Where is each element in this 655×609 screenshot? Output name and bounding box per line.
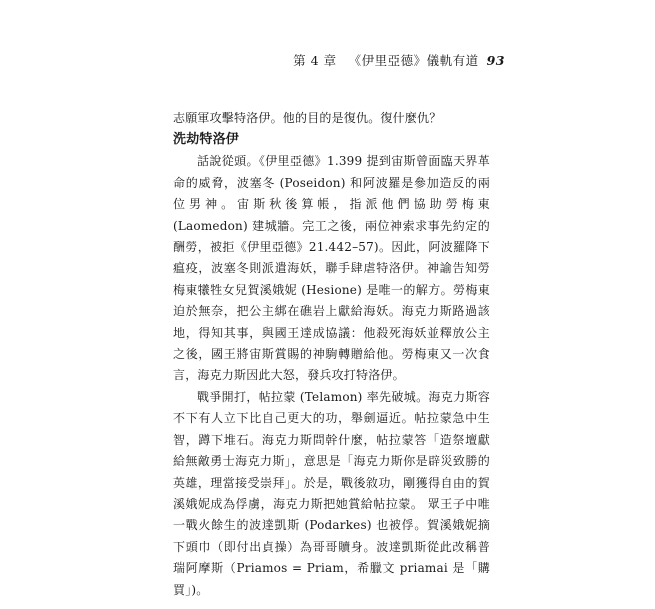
paragraph-2: 戰爭開打，帖拉蒙 (Telamon) 率先破城。海克力斯容不下有人立下比自己更大的功，舉劍逼近。帖拉蒙急中生智，蹲下堆石。海克力斯問幹什麼，帖拉蒙答「造祭壇獻給無敵勇士海克力斯」，意思是「海克力斯你是辟災致勝的英雄，理當接受崇拜」。於是，戰後敘功，剛獲得自由的賀溪娥妮成為俘虜，海克力斯把她賞給帖拉蒙。 眾王子中唯一戰火餘生的波達凱斯 (Podarkes) 也被俘。賀溪娥妮摘下頭巾（即付出貞操）為哥哥贖身。波達凱斯從此改稱普瑞阿摩斯（Priamos = Priam，希臘文 priamai 是「購買」)。 bbox=[173, 389, 490, 597]
chapter-label: 第 4 章 bbox=[293, 53, 337, 68]
running-head bbox=[293, 51, 505, 69]
page-number: 93 bbox=[486, 53, 505, 68]
main-text bbox=[173, 108, 490, 601]
paragraph-1: 話說從頭。《伊里亞德》1.399 提到宙斯曾面臨天界革命的威脅，波塞冬 (Poseidon) 和阿波羅是參加造反的兩位男神。宙斯秋後算帳，指派他們協助勞梅東 (Laomedon) 建城牆。完工之後，兩位神索求事先約定的酬勞，被拒《伊里亞德》21.442–57)。因此，阿波羅降下瘟疫，波塞冬則派遣海妖，聯手肆虐特洛伊。神諭告知勞梅東犧牲女兒賀溪娥妮 (Hesione) 是唯一的解方。勞梅東迫於無奈，把公主綁在礁岩上獻給海妖。海克力斯路過該地，得知其事，與國王達成協議：他殺死海妖並釋放公主之後，國王將宙斯賞賜的神駒轉贈給他。勞梅東又一次食言，海克力斯因此大怒，發兵攻打特洛伊。 bbox=[173, 154, 490, 383]
chapter-title: 《伊里亞德》儀軌有道 bbox=[348, 53, 479, 68]
section-heading: 洗劫特洛伊 bbox=[173, 132, 240, 148]
lead-line: 志願軍攻擊特洛伊。他的目的是復仇。復什麼仇？ bbox=[173, 111, 442, 125]
